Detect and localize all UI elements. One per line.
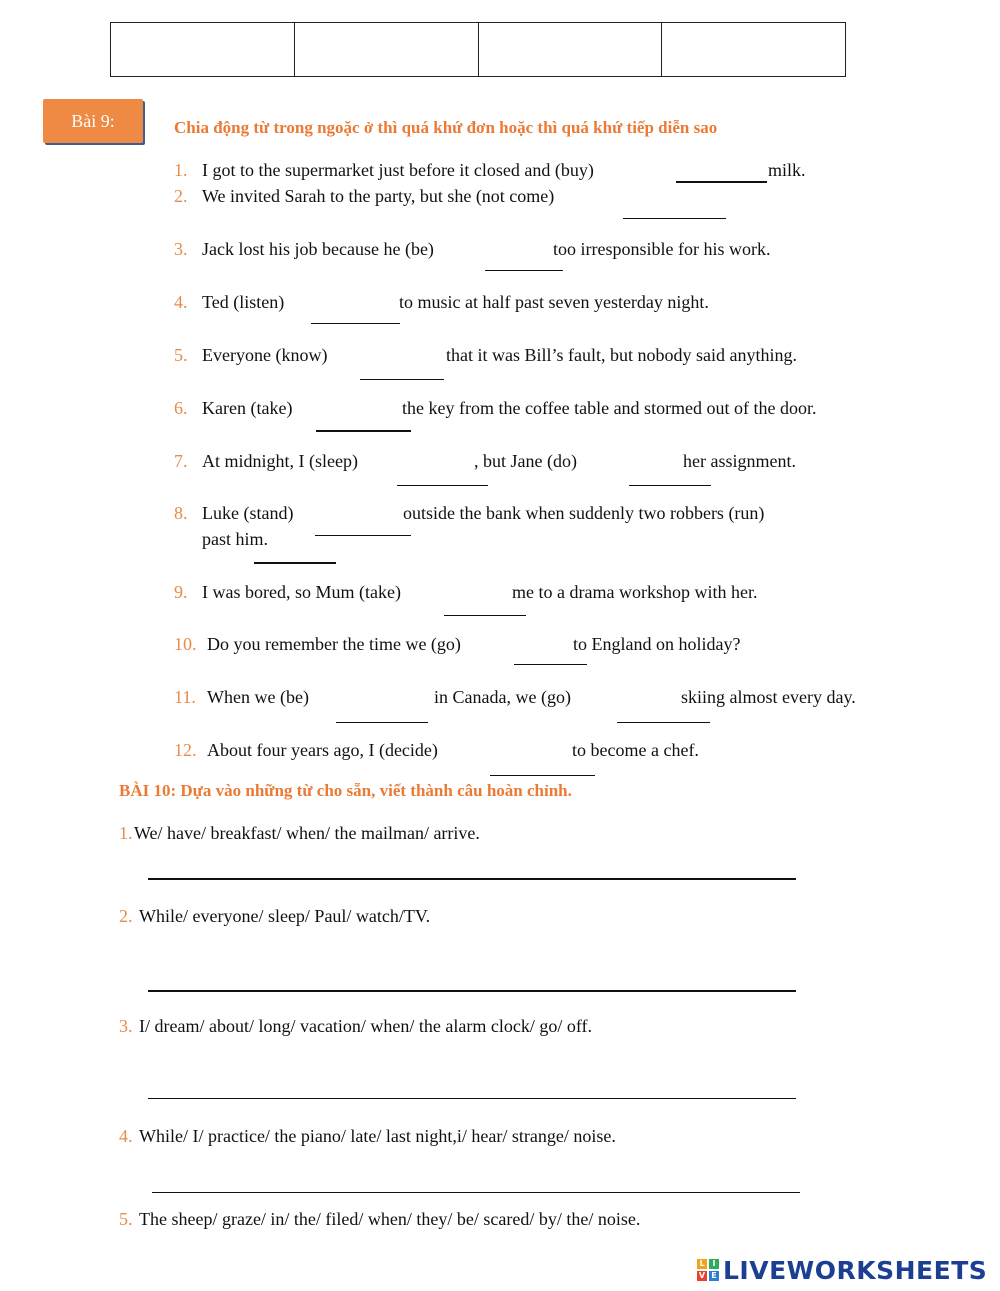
answer-blank[interactable] <box>315 535 411 536</box>
item-number: 2. <box>174 186 188 206</box>
item-text: skiing almost every day. <box>681 687 856 707</box>
answer-cell[interactable] <box>294 23 478 77</box>
item-number: 11. <box>174 687 196 707</box>
answer-table <box>110 22 846 77</box>
logo-icon-letter: I <box>709 1259 719 1269</box>
logo-icon-letter: L <box>697 1259 707 1269</box>
item-text: I/ dream/ about/ long/ vacation/ when/ the alarm clock/ go/ off. <box>139 1016 593 1036</box>
item-text: I was bored, so Mum (take) <box>202 582 401 602</box>
answer-blank[interactable] <box>490 775 595 776</box>
exercise-9-title: Chia động từ trong ngoặc ở thì quá khứ đơn hoặc thì quá khứ tiếp diễn sao <box>174 118 718 137</box>
item-number: 3. <box>119 1016 133 1036</box>
answer-blank[interactable] <box>316 430 411 432</box>
item-text: to music at half past seven yesterday night. <box>399 292 709 312</box>
item-number: 4. <box>119 1126 133 1146</box>
answer-cell[interactable] <box>662 23 846 77</box>
item-text: Jack lost his job because he (be) <box>202 239 434 259</box>
answer-blank[interactable] <box>629 485 711 486</box>
item-text: When we (be) <box>207 687 309 707</box>
item-text: me to a drama workshop with her. <box>512 582 758 602</box>
item-text: to become a chef. <box>572 740 699 760</box>
item-number: 5. <box>174 345 188 365</box>
item-number: 5. <box>119 1209 133 1229</box>
item-number: 1. <box>119 823 133 843</box>
logo-text: LIVEWORKSHEETS <box>723 1255 988 1285</box>
item-text: in Canada, we (go) <box>434 687 571 707</box>
item-number: 4. <box>174 292 188 312</box>
answer-blank[interactable] <box>485 270 563 271</box>
item-text: I got to the supermarket just before it closed and (buy) <box>202 160 594 180</box>
item-text: We/ have/ breakfast/ when/ the mailman/ arrive. <box>134 823 480 843</box>
item-text: Ted (listen) <box>202 292 285 312</box>
logo-icon-letter: E <box>709 1271 719 1281</box>
item-number: 6. <box>174 398 188 418</box>
answer-blank[interactable] <box>254 562 336 564</box>
answer-blank[interactable] <box>311 323 400 324</box>
answer-blank[interactable] <box>397 485 488 486</box>
item-text: milk. <box>768 160 806 180</box>
item-text: Do you remember the time we (go) <box>207 634 461 654</box>
item-text: While/ everyone/ sleep/ Paul/ watch/TV. <box>139 906 431 926</box>
answer-blank[interactable] <box>514 664 587 665</box>
answer-blank[interactable] <box>360 379 444 380</box>
item-text: About four years ago, I (decide) <box>207 740 438 760</box>
item-number: 10. <box>174 634 197 654</box>
answer-blank[interactable] <box>623 218 726 219</box>
item-text: her assignment. <box>683 451 796 471</box>
answer-cell[interactable] <box>478 23 662 77</box>
item-text: past him. <box>202 529 268 549</box>
answer-blank[interactable] <box>676 181 767 183</box>
item-number: 7. <box>174 451 188 471</box>
exercise-10-title: BÀI 10: Dựa vào những từ cho sẵn, viết thành câu hoàn chỉnh. <box>119 781 572 800</box>
answer-line[interactable] <box>148 878 796 880</box>
item-number: 3. <box>174 239 188 259</box>
item-text: , but Jane (do) <box>474 451 577 471</box>
answer-blank[interactable] <box>617 722 710 723</box>
item-text: We invited Sarah to the party, but she (not come) <box>202 186 555 206</box>
item-number: 1. <box>174 160 188 180</box>
item-text: Everyone (know) <box>202 345 328 365</box>
logo-icon <box>697 1259 719 1281</box>
item-text: The sheep/ graze/ in/ the/ filed/ when/ they/ be/ scared/ by/ the/ noise. <box>139 1209 641 1229</box>
answer-blank[interactable] <box>444 615 526 616</box>
item-text: too irresponsible for his work. <box>553 239 771 259</box>
item-text: At midnight, I (sleep) <box>202 451 358 471</box>
answer-line[interactable] <box>148 1098 796 1099</box>
item-text: Karen (take) <box>202 398 293 418</box>
item-number: 12. <box>174 740 197 760</box>
exercise-9-badge: Bài 9: <box>43 99 143 143</box>
item-number: 2. <box>119 906 133 926</box>
item-text: Luke (stand) <box>202 503 294 523</box>
answer-line[interactable] <box>152 1192 800 1193</box>
answer-line[interactable] <box>148 990 796 992</box>
item-number: 8. <box>174 503 188 523</box>
logo-icon-letter: V <box>698 1271 706 1280</box>
item-text: to England on holiday? <box>573 634 741 654</box>
answer-cell[interactable] <box>111 23 295 77</box>
liveworksheets-logo <box>697 1255 987 1285</box>
item-text: While/ I/ practice/ the piano/ late/ last night,i/ hear/ strange/ noise. <box>139 1126 616 1146</box>
item-number: 9. <box>174 582 188 602</box>
answer-blank[interactable] <box>336 722 428 723</box>
item-text: that it was Bill’s fault, but nobody said anything. <box>446 345 797 365</box>
item-text: the key from the coffee table and stormed out of the door. <box>402 398 817 418</box>
item-text: outside the bank when suddenly two robbers (run) <box>403 503 765 523</box>
